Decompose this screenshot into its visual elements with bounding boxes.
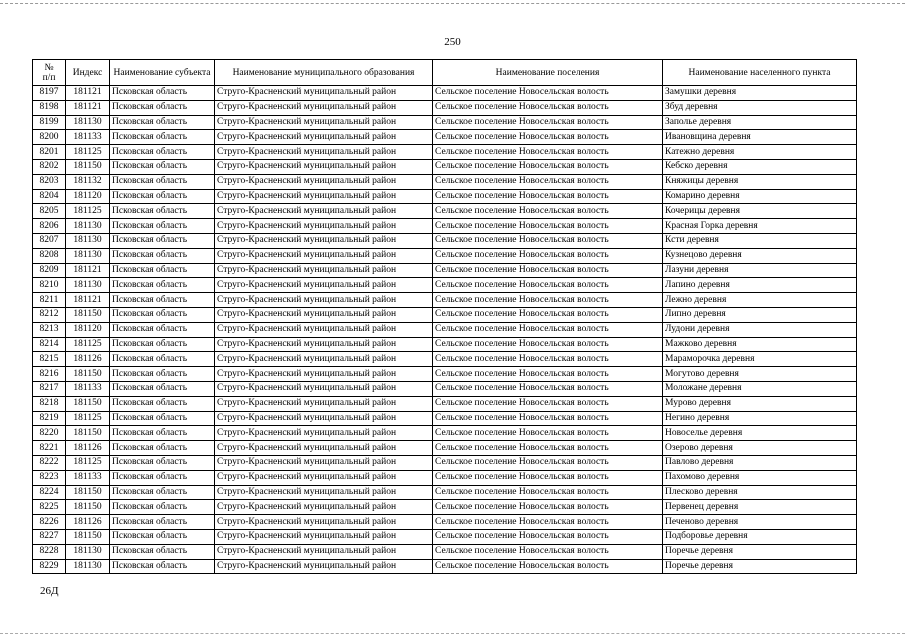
cell-number: 8210 (33, 278, 66, 293)
cell-index: 181130 (66, 278, 110, 293)
cell-number: 8220 (33, 426, 66, 441)
cell-subject: Псковская область (110, 145, 215, 160)
table-row (33, 278, 857, 293)
cell-municipality: Струго-Красненский муниципальный район (215, 411, 433, 426)
cell-locality: Лежно деревня (663, 293, 857, 308)
table-row (33, 100, 857, 115)
cell-subject: Псковская область (110, 515, 215, 530)
cell-locality: Павлово деревня (663, 455, 857, 470)
cell-number: 8212 (33, 307, 66, 322)
table-row (33, 396, 857, 411)
table-row (33, 307, 857, 322)
cell-index: 181130 (66, 248, 110, 263)
cell-locality: Княжицы деревня (663, 174, 857, 189)
cell-index: 181150 (66, 396, 110, 411)
cell-subject: Псковская область (110, 86, 215, 101)
cell-settlement: Сельское поселение Новосельская волость (433, 426, 663, 441)
cell-index: 181125 (66, 145, 110, 160)
cell-subject: Псковская область (110, 130, 215, 145)
cell-municipality: Струго-Красненский муниципальный район (215, 441, 433, 456)
table-row (33, 115, 857, 130)
cell-number: 8199 (33, 115, 66, 130)
table-row (33, 500, 857, 515)
cell-municipality: Струго-Красненский муниципальный район (215, 396, 433, 411)
table-row (33, 529, 857, 544)
cell-subject: Псковская область (110, 470, 215, 485)
cell-locality: Моложане деревня (663, 381, 857, 396)
cell-settlement: Сельское поселение Новосельская волость (433, 544, 663, 559)
table-row (33, 559, 857, 574)
cell-subject: Псковская область (110, 544, 215, 559)
cell-subject: Псковская область (110, 248, 215, 263)
cell-index: 181121 (66, 293, 110, 308)
cell-locality: Могутово деревня (663, 367, 857, 382)
table-row (33, 204, 857, 219)
cell-municipality: Струго-Красненский муниципальный район (215, 159, 433, 174)
cell-settlement: Сельское поселение Новосельская волость (433, 500, 663, 515)
cell-index: 181130 (66, 233, 110, 248)
cell-settlement: Сельское поселение Новосельская волость (433, 441, 663, 456)
cell-number: 8223 (33, 470, 66, 485)
cell-subject: Псковская область (110, 322, 215, 337)
cell-settlement: Сельское поселение Новосельская волость (433, 485, 663, 500)
cell-number: 8214 (33, 337, 66, 352)
cell-index: 181150 (66, 307, 110, 322)
cell-settlement: Сельское поселение Новосельская волость (433, 455, 663, 470)
cell-index: 181125 (66, 455, 110, 470)
cell-settlement: Сельское поселение Новосельская волость (433, 189, 663, 204)
cell-settlement: Сельское поселение Новосельская волость (433, 529, 663, 544)
table-row (33, 485, 857, 500)
cell-number: 8226 (33, 515, 66, 530)
cell-index: 181150 (66, 485, 110, 500)
cell-subject: Псковская область (110, 367, 215, 382)
cell-number: 8206 (33, 219, 66, 234)
cell-index: 181130 (66, 115, 110, 130)
cell-number: 8201 (33, 145, 66, 160)
cell-settlement: Сельское поселение Новосельская волость (433, 322, 663, 337)
cell-locality: Печеново деревня (663, 515, 857, 530)
cell-municipality: Струго-Красненский муниципальный район (215, 204, 433, 219)
table-row (33, 174, 857, 189)
cell-locality: Заполье деревня (663, 115, 857, 130)
cell-number: 8207 (33, 233, 66, 248)
cell-number: 8218 (33, 396, 66, 411)
cell-number: 8203 (33, 174, 66, 189)
cell-locality: Лудони деревня (663, 322, 857, 337)
cell-subject: Псковская область (110, 307, 215, 322)
cell-settlement: Сельское поселение Новосельская волость (433, 263, 663, 278)
cell-locality: Ивановщина деревня (663, 130, 857, 145)
cell-index: 181150 (66, 500, 110, 515)
cell-locality: Поречье деревня (663, 559, 857, 574)
cell-number: 8205 (33, 204, 66, 219)
cell-locality: Катежно деревня (663, 145, 857, 160)
cell-locality: Пахомово деревня (663, 470, 857, 485)
cell-subject: Псковская область (110, 426, 215, 441)
cell-settlement: Сельское поселение Новосельская волость (433, 278, 663, 293)
cell-index: 181150 (66, 529, 110, 544)
cell-municipality: Струго-Красненский муниципальный район (215, 544, 433, 559)
cell-subject: Псковская область (110, 263, 215, 278)
cell-locality: Мараморочка деревня (663, 352, 857, 367)
cell-index: 181130 (66, 219, 110, 234)
cell-number: 8228 (33, 544, 66, 559)
cell-subject: Псковская область (110, 115, 215, 130)
cell-municipality: Струго-Красненский муниципальный район (215, 426, 433, 441)
table-row (33, 86, 857, 101)
cell-index: 181125 (66, 411, 110, 426)
table-row (33, 337, 857, 352)
cell-locality: Кочерицы деревня (663, 204, 857, 219)
cell-index: 181133 (66, 470, 110, 485)
cell-number: 8229 (33, 559, 66, 574)
scan-border-bottom (0, 633, 905, 634)
table-row (33, 470, 857, 485)
table-row (33, 233, 857, 248)
cell-index: 181133 (66, 381, 110, 396)
cell-municipality: Струго-Красненский муниципальный район (215, 189, 433, 204)
table-row (33, 441, 857, 456)
cell-locality: Комарино деревня (663, 189, 857, 204)
cell-locality: Новоселье деревня (663, 426, 857, 441)
cell-locality: Подборовье деревня (663, 529, 857, 544)
cell-subject: Псковская область (110, 159, 215, 174)
cell-municipality: Струго-Красненский муниципальный район (215, 233, 433, 248)
cell-locality: Негино деревня (663, 411, 857, 426)
cell-settlement: Сельское поселение Новосельская волость (433, 115, 663, 130)
cell-municipality: Струго-Красненский муниципальный район (215, 130, 433, 145)
cell-subject: Псковская область (110, 485, 215, 500)
cell-index: 181126 (66, 515, 110, 530)
cell-settlement: Сельское поселение Новосельская волость (433, 145, 663, 160)
cell-subject: Псковская область (110, 278, 215, 293)
table-row (33, 189, 857, 204)
cell-settlement: Сельское поселение Новосельская волость (433, 559, 663, 574)
cell-number: 8225 (33, 500, 66, 515)
cell-locality: Ксти деревня (663, 233, 857, 248)
cell-subject: Псковская область (110, 500, 215, 515)
cell-number: 8227 (33, 529, 66, 544)
cell-locality: Збуд деревня (663, 100, 857, 115)
cell-index: 181126 (66, 352, 110, 367)
cell-municipality: Струго-Красненский муниципальный район (215, 500, 433, 515)
cell-subject: Псковская область (110, 189, 215, 204)
cell-number: 8209 (33, 263, 66, 278)
cell-index: 181132 (66, 174, 110, 189)
cell-index: 181125 (66, 337, 110, 352)
cell-index: 181126 (66, 441, 110, 456)
cell-settlement: Сельское поселение Новосельская волость (433, 352, 663, 367)
cell-municipality: Струго-Красненский муниципальный район (215, 515, 433, 530)
cell-index: 181130 (66, 559, 110, 574)
cell-municipality: Струго-Красненский муниципальный район (215, 352, 433, 367)
table-row (33, 352, 857, 367)
settlements-table (32, 59, 857, 574)
cell-municipality: Струго-Красненский муниципальный район (215, 529, 433, 544)
cell-municipality: Струго-Красненский муниципальный район (215, 219, 433, 234)
cell-subject: Псковская область (110, 559, 215, 574)
cell-subject: Псковская область (110, 455, 215, 470)
cell-number: 8200 (33, 130, 66, 145)
cell-subject: Псковская область (110, 219, 215, 234)
cell-number: 8198 (33, 100, 66, 115)
cell-settlement: Сельское поселение Новосельская волость (433, 470, 663, 485)
cell-number: 8217 (33, 381, 66, 396)
cell-number: 8197 (33, 86, 66, 101)
cell-number: 8204 (33, 189, 66, 204)
cell-index: 181121 (66, 86, 110, 101)
cell-settlement: Сельское поселение Новосельская волость (433, 381, 663, 396)
cell-locality: Красная Горка деревня (663, 219, 857, 234)
cell-settlement: Сельское поселение Новосельская волость (433, 307, 663, 322)
cell-settlement: Сельское поселение Новосельская волость (433, 411, 663, 426)
cell-index: 181150 (66, 159, 110, 174)
footer-code: 26Д (40, 585, 59, 597)
cell-settlement: Сельское поселение Новосельская волость (433, 204, 663, 219)
header-index: Индекс (66, 60, 110, 86)
cell-municipality: Струго-Красненский муниципальный район (215, 115, 433, 130)
cell-municipality: Струго-Красненский муниципальный район (215, 559, 433, 574)
cell-subject: Псковская область (110, 411, 215, 426)
cell-subject: Псковская область (110, 337, 215, 352)
table-row (33, 322, 857, 337)
cell-settlement: Сельское поселение Новосельская волость (433, 159, 663, 174)
cell-locality: Первенец деревня (663, 500, 857, 515)
cell-subject: Псковская область (110, 396, 215, 411)
cell-locality: Поречье деревня (663, 544, 857, 559)
cell-locality: Кебско деревня (663, 159, 857, 174)
header-number: № п/п (33, 60, 66, 86)
table-row (33, 381, 857, 396)
cell-locality: Плесково деревня (663, 485, 857, 500)
table-row (33, 293, 857, 308)
table-row (33, 426, 857, 441)
table-row (33, 145, 857, 160)
cell-settlement: Сельское поселение Новосельская волость (433, 219, 663, 234)
cell-number: 8208 (33, 248, 66, 263)
cell-locality: Замушки деревня (663, 86, 857, 101)
table-row (33, 367, 857, 382)
cell-municipality: Струго-Красненский муниципальный район (215, 278, 433, 293)
header-settlement: Наименование поселения (433, 60, 663, 86)
cell-subject: Псковская область (110, 233, 215, 248)
cell-municipality: Струго-Красненский муниципальный район (215, 337, 433, 352)
cell-municipality: Струго-Красненский муниципальный район (215, 145, 433, 160)
header-municipality: Наименование муниципального образования (215, 60, 433, 86)
cell-subject: Псковская область (110, 352, 215, 367)
table-row (33, 263, 857, 278)
header-subject: Наименование субъекта (110, 60, 215, 86)
cell-municipality: Струго-Красненский муниципальный район (215, 455, 433, 470)
cell-index: 181133 (66, 130, 110, 145)
cell-settlement: Сельское поселение Новосельская волость (433, 396, 663, 411)
cell-locality: Липно деревня (663, 307, 857, 322)
cell-settlement: Сельское поселение Новосельская волость (433, 233, 663, 248)
cell-settlement: Сельское поселение Новосельская волость (433, 367, 663, 382)
table-row (33, 159, 857, 174)
cell-municipality: Струго-Красненский муниципальный район (215, 293, 433, 308)
cell-number: 8221 (33, 441, 66, 456)
cell-subject: Псковская область (110, 100, 215, 115)
cell-locality: Озерово деревня (663, 441, 857, 456)
cell-settlement: Сельское поселение Новосельская волость (433, 174, 663, 189)
cell-number: 8224 (33, 485, 66, 500)
cell-settlement: Сельское поселение Новосельская волость (433, 515, 663, 530)
cell-settlement: Сельское поселение Новосельская волость (433, 248, 663, 263)
cell-settlement: Сельское поселение Новосельская волость (433, 130, 663, 145)
table-row (33, 515, 857, 530)
cell-index: 181120 (66, 322, 110, 337)
cell-number: 8215 (33, 352, 66, 367)
cell-subject: Псковская область (110, 441, 215, 456)
cell-locality: Мажково деревня (663, 337, 857, 352)
cell-subject: Псковская область (110, 381, 215, 396)
cell-subject: Псковская область (110, 529, 215, 544)
table-row (33, 219, 857, 234)
cell-number: 8213 (33, 322, 66, 337)
cell-settlement: Сельское поселение Новосельская волость (433, 100, 663, 115)
table-row (33, 544, 857, 559)
cell-municipality: Струго-Красненский муниципальный район (215, 248, 433, 263)
cell-municipality: Струго-Красненский муниципальный район (215, 100, 433, 115)
cell-municipality: Струго-Красненский муниципальный район (215, 470, 433, 485)
cell-number: 8222 (33, 455, 66, 470)
cell-number: 8202 (33, 159, 66, 174)
cell-index: 181125 (66, 204, 110, 219)
scan-border-top (0, 3, 905, 4)
cell-municipality: Струго-Красненский муниципальный район (215, 307, 433, 322)
cell-number: 8219 (33, 411, 66, 426)
cell-municipality: Струго-Красненский муниципальный район (215, 381, 433, 396)
table-row (33, 248, 857, 263)
cell-locality: Лазуни деревня (663, 263, 857, 278)
cell-number: 8211 (33, 293, 66, 308)
cell-number: 8216 (33, 367, 66, 382)
header-locality: Наименование населенного пункта (663, 60, 857, 86)
cell-municipality: Струго-Красненский муниципальный район (215, 485, 433, 500)
cell-locality: Лапино деревня (663, 278, 857, 293)
cell-index: 181121 (66, 263, 110, 278)
cell-settlement: Сельское поселение Новосельская волость (433, 337, 663, 352)
cell-municipality: Струго-Красненский муниципальный район (215, 86, 433, 101)
cell-municipality: Струго-Красненский муниципальный район (215, 322, 433, 337)
cell-index: 181150 (66, 367, 110, 382)
cell-municipality: Струго-Красненский муниципальный район (215, 263, 433, 278)
table-row (33, 130, 857, 145)
cell-subject: Псковская область (110, 174, 215, 189)
cell-locality: Кузнецово деревня (663, 248, 857, 263)
cell-index: 181130 (66, 544, 110, 559)
cell-municipality: Струго-Красненский муниципальный район (215, 174, 433, 189)
page-number: 250 (444, 36, 461, 48)
cell-subject: Псковская область (110, 204, 215, 219)
cell-index: 181150 (66, 426, 110, 441)
cell-index: 181120 (66, 189, 110, 204)
table-row (33, 455, 857, 470)
cell-settlement: Сельское поселение Новосельская волость (433, 293, 663, 308)
table-header-row (33, 60, 857, 86)
cell-locality: Мурово деревня (663, 396, 857, 411)
cell-settlement: Сельское поселение Новосельская волость (433, 86, 663, 101)
cell-index: 181121 (66, 100, 110, 115)
table-row (33, 411, 857, 426)
cell-subject: Псковская область (110, 293, 215, 308)
cell-municipality: Струго-Красненский муниципальный район (215, 367, 433, 382)
